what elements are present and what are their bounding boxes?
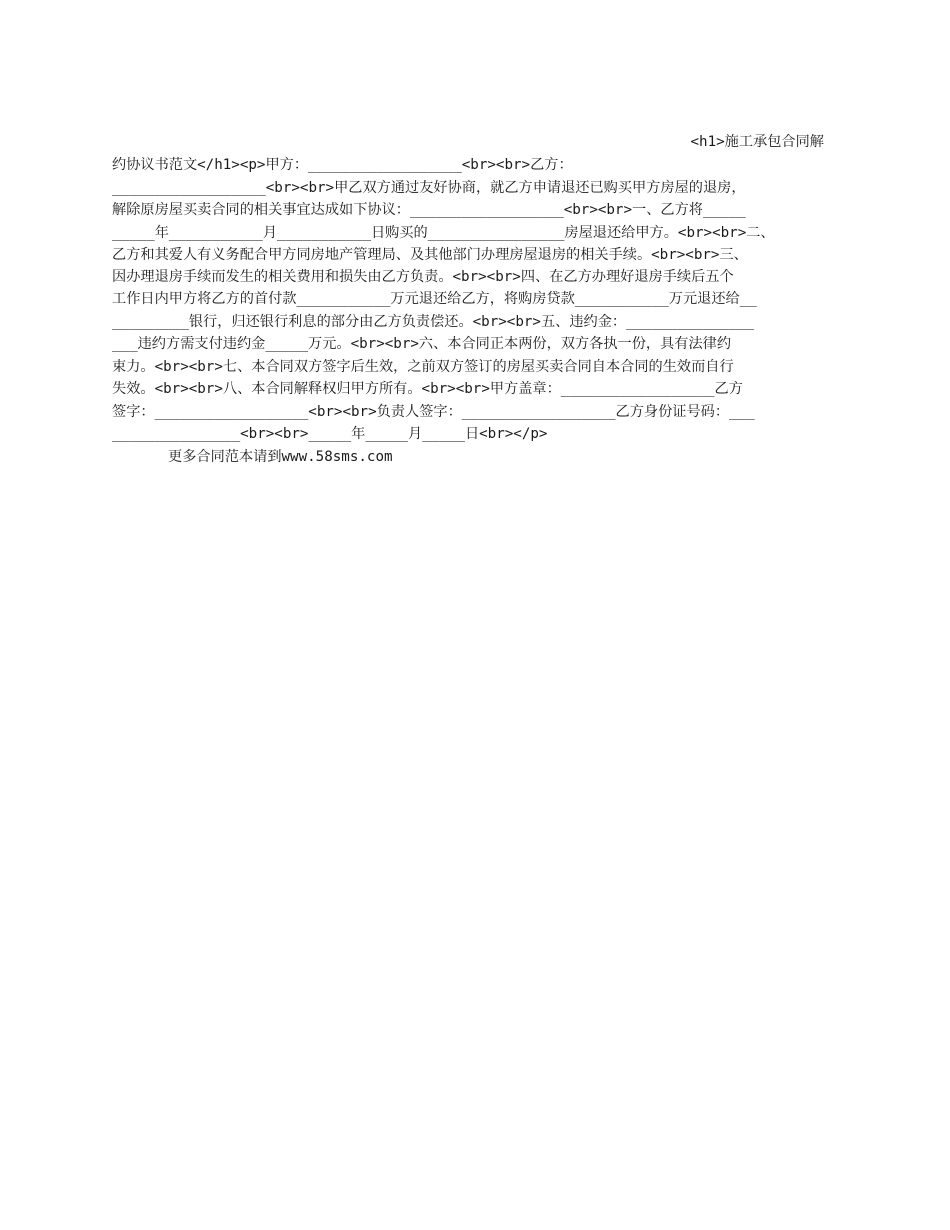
doc-line-1: <h1>施工承包合同解 [690,134,824,150]
doc-line-10: ___违约方需支付违约金_____万元。<br><br>六、本合同正本两份，双方各执一份，具有法律约 [112,336,732,352]
doc-line-7: 因办理退房手续而发生的相关费用和损失由乙方负责。<br><br>四、在乙方办理好退房手续后五个 [112,269,734,285]
doc-line-5: _____年___________月___________日购买的________________房屋退还给甲方。<br><br>二、 [112,225,775,241]
doc-line-14: _______________<br><br>_____年_____月_____日<br></p> [112,426,548,442]
doc-line-2: 约协议书范文</h1><p>甲方：__________________<br><br>乙方： [112,157,573,173]
doc-line-12: 失效。<br><br>八、本合同解释权归甲方所有。<br><br>甲方盖章：__________________乙方 [112,381,743,397]
doc-line-6: 乙方和其爱人有义务配合甲方同房地产管理局、及其他部门办理房屋退房的相关手续。<br><br>三、 [112,247,748,263]
doc-line-9: _________银行，归还银行利息的部分由乙方负责偿还。<br><br>五、违约金：_______________ [112,314,755,330]
doc-line-11: 束力。<br><br>七、本合同双方签字后生效，之前双方签订的房屋买卖合同自本合同的生效而自行 [112,359,734,375]
footer-note: 更多合同范本请到www.58sms.com [168,449,393,465]
doc-line-4: 解除原房屋买卖合同的相关事宜达成如下协议：__________________<br><br>一、乙方将_____ [112,202,746,218]
doc-line-13: 签字：__________________<br><br>负责人签字：__________________乙方身份证号码：___ [112,404,755,420]
doc-line-3: __________________<br><br>甲乙双方通过友好协商，就乙方申请退还已购买甲方房屋的退房， [112,180,746,196]
doc-line-8: 工作日内甲方将乙方的首付款___________万元退还给乙方，将购房贷款___________万元退还给__ [112,291,757,307]
